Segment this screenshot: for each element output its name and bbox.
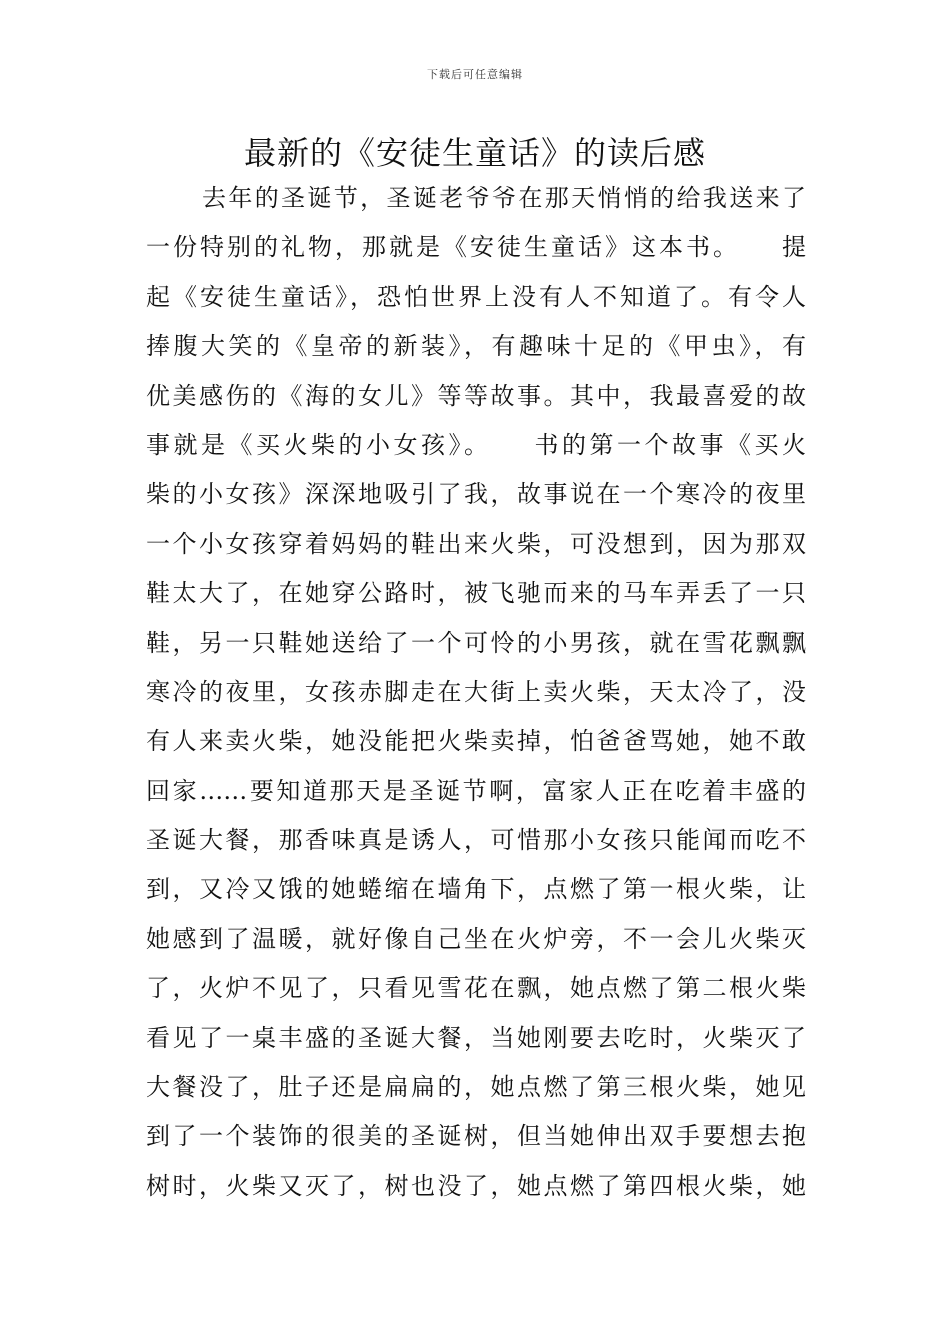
text-line: 看见了一桌丰盛的圣诞大餐，当她刚要去吃时，火柴灭了 [146, 1023, 806, 1052]
text-line: 柴的小女孩》深深地吸引了我，故事说在一个寒冷的夜里 [146, 480, 806, 509]
document-title: 最新的《安徒生童话》的读后感 [243, 134, 706, 172]
text-line: 有人来卖火柴，她没能把火柴卖掉，怕爸爸骂她，她不敢 [146, 727, 806, 756]
text-line: 圣诞大餐，那香味真是诱人，可惜那小女孩只能闻而吃不 [146, 826, 806, 855]
text-line: 起《安徒生童话》，恐怕世界上没有人不知道了。有令人 [146, 282, 806, 311]
text-line: 事就是《买火柴的小女孩》。 书的第一个故事《买火 [146, 430, 806, 459]
text-line: 大餐没了，肚子还是扁扁的，她点燃了第三根火柴，她见 [146, 1073, 806, 1102]
text-line: 捧腹大笑的《皇帝的新装》，有趣味十足的《甲虫》，有 [146, 332, 806, 361]
text-line: 回家……要知道那天是圣诞节啊，富家人正在吃着丰盛的 [146, 776, 806, 805]
text-line: 优美感伤的《海的女儿》等等故事。其中，我最喜爱的故 [146, 381, 806, 410]
text-line: 寒冷的夜里，女孩赤脚走在大街上卖火柴，天太冷了，没 [146, 677, 806, 706]
text-line: 鞋太大了，在她穿公路时，被飞驰而来的马车弄丢了一只 [146, 579, 806, 608]
text-line: 了，火炉不见了，只看见雪花在飘，她点燃了第二根火柴 [146, 974, 806, 1003]
text-line: 树时，火柴又灭了，树也没了，她点燃了第四根火柴，她 [146, 1171, 806, 1200]
text-line: 到了一个装饰的很美的圣诞树，但当她伸出双手要想去抱 [146, 1122, 806, 1151]
text-line: 一个小女孩穿着妈妈的鞋出来火柴，可没想到，因为那双 [146, 529, 806, 558]
text-line: 去年的圣诞节，圣诞老爷爷在那天悄悄的给我送来了 [202, 184, 806, 212]
text-line: 她感到了温暖，就好像自己坐在火炉旁，不一会儿火柴灭 [146, 924, 806, 953]
body-text [146, 174, 806, 1211]
header-note: 下载后可任意编辑 [427, 68, 523, 81]
text-line: 鞋，另一只鞋她送给了一个可怜的小男孩，就在雪花飘飘 [146, 628, 806, 657]
text-line: 到，又冷又饿的她蜷缩在墙角下，点燃了第一根火柴，让 [146, 875, 806, 904]
text-line: 一份特别的礼物，那就是《安徒生童话》这本书。 提 [146, 233, 806, 262]
